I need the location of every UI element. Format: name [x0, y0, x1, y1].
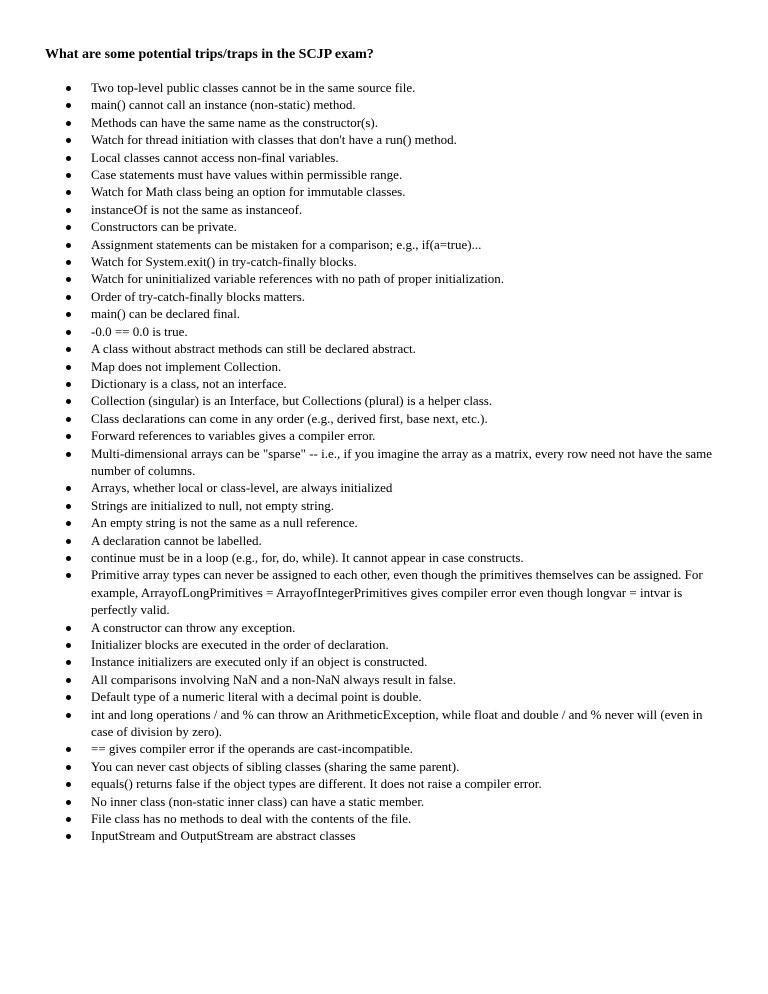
bullet-icon [66, 695, 71, 700]
list-item [0, 740, 716, 757]
list-item [0, 149, 716, 166]
list-item [0, 549, 716, 566]
list-item-text: Instance initializers are executed only if an object is constructed. [91, 654, 428, 670]
list-item-text: Local classes cannot access non-final variables. [91, 149, 339, 165]
list-item [0, 653, 716, 670]
list-item-text: No inner class (non-static inner class) can have a static member. [91, 793, 425, 809]
bullet-icon [66, 556, 71, 561]
list-item-text: Order of try-catch-finally blocks matters. [91, 288, 306, 304]
list-item [0, 497, 716, 514]
bullet-icon [66, 678, 71, 683]
list-item-text: main() can be declared final. [91, 306, 241, 322]
bullet-icon [66, 834, 71, 839]
list-item-text: Forward references to variables gives a compiler error. [91, 428, 376, 444]
list-item [0, 619, 716, 636]
bullet-icon [66, 573, 71, 578]
list-item-text: Default type of a numeric literal with a decimal point is double. [91, 689, 422, 705]
list-item-text: == gives compiler error if the operands are cast-incompatible. [91, 741, 413, 757]
bullet-icon [66, 539, 71, 544]
list-item [0, 340, 716, 357]
list-item [0, 114, 716, 131]
list-item [0, 218, 716, 235]
list-item [0, 706, 716, 741]
list-item [0, 392, 716, 409]
list-item [0, 270, 716, 287]
list-item [0, 532, 716, 549]
bullet-icon [66, 260, 71, 265]
list-item [0, 479, 716, 496]
list-item-text: Watch for System.exit() in try-catch-finally blocks. [91, 254, 357, 270]
list-item-text: Multi-dimensional arrays can be "sparse" -- i.e., if you imagine the array as a matrix, every row need not have the same number of columns. [91, 445, 713, 478]
list-item [0, 775, 716, 792]
list-item-text: Assignment statements can be mistaken for a comparison; e.g., if(a=true)... [91, 236, 482, 252]
list-item-text: -0.0 == 0.0 is true. [91, 323, 188, 339]
bullet-icon [66, 434, 71, 439]
list-item-text: InputStream and OutputStream are abstract classes [91, 828, 356, 844]
list-item [0, 201, 716, 218]
bullet-icon [66, 417, 71, 422]
list-item-text: equals() returns false if the object types are different. It does not raise a compiler error. [91, 776, 542, 792]
list-item-text: File class has no methods to deal with the contents of the file. [91, 811, 412, 827]
list-item [0, 79, 716, 96]
bullet-icon [66, 800, 71, 805]
bullet-icon [66, 190, 71, 195]
list-item-text: Watch for thread initiation with classes that don't have a run() method. [91, 132, 457, 148]
list-item [0, 166, 716, 183]
bullet-icon [66, 312, 71, 317]
bullet-icon [66, 382, 71, 387]
list-item-text: Class declarations can come in any order (e.g., derived first, base next, etc.). [91, 410, 488, 426]
list-item [0, 514, 716, 531]
list-item-text: A declaration cannot be labelled. [91, 532, 262, 548]
bullet-icon [66, 225, 71, 230]
bullet-icon [66, 747, 71, 752]
list-item [0, 358, 716, 375]
bullet-icon [66, 347, 71, 352]
list-item-text: main() cannot call an instance (non-static) method. [91, 97, 356, 113]
bullet-icon [66, 504, 71, 509]
list-item [0, 636, 716, 653]
bullet-icon [66, 486, 71, 491]
list-item-text: Watch for uninitialized variable references with no path of proper initialization. [91, 271, 504, 287]
bullet-icon [66, 121, 71, 126]
bullet-icon [66, 713, 71, 718]
list-item [0, 131, 716, 148]
list-item [0, 566, 716, 618]
list-item-text: Primitive array types can never be assigned to each other, even though the primitives themselves can be assigned. For example, ArrayofLongPrimitives = ArrayofIntegerPrimitives gives compiler error even though longvar = intvar is perfectly valid. [91, 567, 703, 618]
list-item-text: Collection (singular) is an Interface, but Collections (plural) is a helper class. [91, 393, 493, 409]
list-item [0, 827, 716, 844]
list-item-text: Arrays, whether local or class-level, are always initialized [91, 480, 393, 496]
list-item-text: Initializer blocks are executed in the order of declaration. [91, 637, 389, 652]
bullet-icon [66, 782, 71, 787]
bullet-icon [66, 138, 71, 143]
bullet-icon [66, 295, 71, 300]
bullet-icon [66, 173, 71, 178]
bullet-icon [66, 452, 71, 457]
list-item [0, 96, 716, 113]
list-item [0, 288, 716, 305]
list-item-text: A class without abstract methods can still be declared abstract. [91, 341, 416, 357]
list-item [0, 183, 716, 200]
list-item [0, 427, 716, 444]
bullet-icon [66, 277, 71, 282]
list-item-text: Constructors can be private. [91, 219, 237, 235]
bullet-icon [66, 330, 71, 335]
list-item [0, 793, 716, 810]
list-item [0, 236, 716, 253]
list-item [0, 410, 716, 427]
list-item-text: Strings are initialized to null, not empty string. [91, 497, 334, 513]
bullet-icon [66, 521, 71, 526]
list-item [0, 758, 716, 775]
bullet-icon [66, 643, 71, 648]
bullet-icon [66, 626, 71, 631]
list-item-text: continue must be in a loop (e.g., for, do, while). It cannot appear in case constructs. [91, 549, 524, 565]
list-item-text: int and long operations / and % can throw an ArithmeticException, while float and double / and % never will (even in case of division by zero). [91, 706, 703, 740]
bullet-icon [66, 243, 71, 248]
list-item-text: Two top-level public classes cannot be in the same source file. [91, 80, 416, 95]
list-item [0, 305, 716, 322]
page-title: What are some potential trips/traps in the SCJP exam? [45, 47, 374, 62]
list-item [0, 375, 716, 392]
list-item [0, 253, 716, 270]
bullet-list [0, 79, 768, 845]
list-item [0, 445, 716, 480]
bullet-icon [66, 660, 71, 665]
list-item [0, 671, 716, 688]
list-item [0, 810, 716, 827]
list-item-text: Methods can have the same name as the constructor(s). [91, 114, 378, 130]
list-item-text: Watch for Math class being an option for immutable classes. [91, 184, 406, 200]
bullet-icon [66, 208, 71, 213]
bullet-icon [66, 365, 71, 370]
bullet-icon [66, 817, 71, 822]
list-item-text: You can never cast objects of sibling classes (sharing the same parent). [91, 758, 460, 774]
list-item [0, 688, 716, 705]
list-item-text: Case statements must have values within permissible range. [91, 167, 403, 183]
list-item-text: Map does not implement Collection. [91, 358, 282, 374]
list-item-text: A constructor can throw any exception. [91, 619, 296, 635]
list-item-text: Dictionary is a class, not an interface. [91, 375, 287, 391]
list-item [0, 323, 716, 340]
bullet-icon [66, 399, 71, 404]
bullet-icon [66, 86, 71, 91]
list-item-text: All comparisons involving NaN and a non-NaN always result in false. [91, 671, 457, 687]
bullet-icon [66, 103, 71, 108]
bullet-icon [66, 765, 71, 770]
list-item-text: An empty string is not the same as a null reference. [91, 515, 358, 531]
list-item-text: instanceOf is not the same as instanceof. [91, 201, 303, 217]
bullet-icon [66, 156, 71, 161]
